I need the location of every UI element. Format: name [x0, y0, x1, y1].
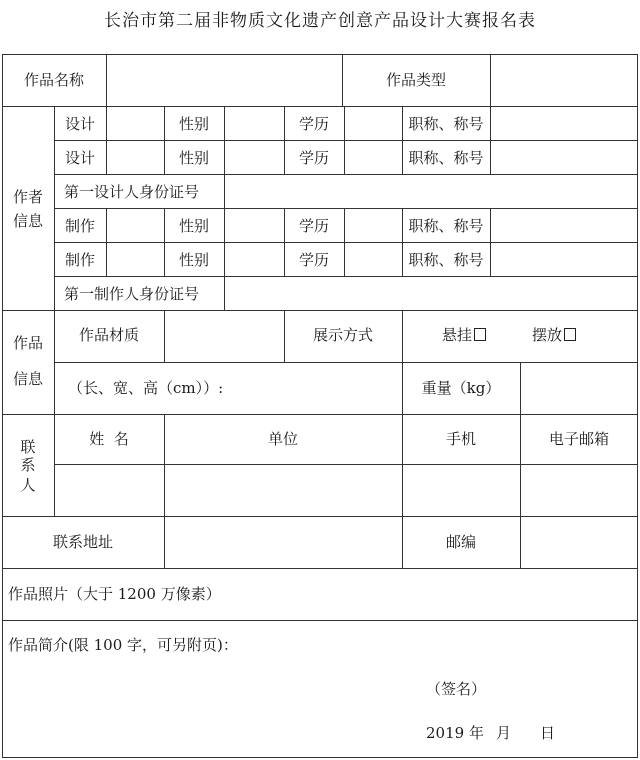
work-type-field[interactable]	[491, 55, 637, 106]
designer-id-label: 第一设计人身份证号	[64, 183, 200, 201]
signature-label: （签名）	[426, 680, 487, 698]
maker-label: 制作	[64, 251, 95, 269]
title-label: 职称、称号	[408, 115, 484, 133]
contact-email-label: 电子邮箱	[548, 430, 609, 448]
photo-upload[interactable]	[262, 569, 637, 620]
author-group-label: 作者	[12, 188, 43, 206]
designer-label: 设计	[64, 149, 95, 167]
designer-id-field[interactable]	[225, 175, 637, 208]
display-method-label: 展示方式	[312, 326, 373, 344]
work-type-label: 作品类型	[385, 71, 446, 89]
contact-unit-label: 单位	[267, 430, 298, 448]
gender-label: 性别	[178, 251, 209, 269]
designer-1-title-field[interactable]	[491, 107, 637, 140]
border-left	[2, 54, 3, 758]
education-label: 学历	[298, 149, 329, 167]
maker-1-title-field[interactable]	[491, 209, 637, 242]
material-label: 作品材质	[78, 326, 139, 344]
designer-label: 设计	[64, 115, 95, 133]
maker-1-gender-field[interactable]	[225, 209, 284, 242]
contact-name-label: 姓 名	[89, 430, 129, 448]
contact-group-label: 联	[20, 438, 36, 456]
postcode-label: 邮编	[445, 533, 476, 551]
hang-option[interactable]	[442, 326, 486, 344]
material-field[interactable]	[165, 311, 284, 362]
place-option[interactable]	[532, 326, 576, 344]
intro-field[interactable]	[3, 658, 637, 678]
contact-group-label-3: 人	[20, 476, 36, 494]
postcode-field[interactable]	[521, 517, 637, 568]
maker-1-education-field[interactable]	[345, 209, 402, 242]
maker-2-name-field[interactable]	[107, 243, 164, 276]
author-group-label-2: 信息	[12, 212, 43, 230]
designer-1-education-field[interactable]	[345, 107, 402, 140]
work-name-label: 作品名称	[23, 71, 84, 89]
intro-label: 作品简介(限 100 字，可另附页)：	[8, 636, 238, 654]
gender-label: 性别	[178, 115, 209, 133]
education-label: 学历	[298, 115, 329, 133]
contact-group-label-2: 系	[20, 456, 36, 474]
education-label: 学历	[298, 217, 329, 235]
contact-unit-field[interactable]	[165, 465, 402, 516]
work-name-field[interactable]	[107, 55, 342, 106]
size-field[interactable]	[302, 363, 402, 414]
contact-name-field[interactable]	[55, 465, 164, 516]
size-label: （长、宽、高（cm））:	[68, 379, 224, 397]
maker-id-field[interactable]	[225, 277, 637, 310]
work-group-label: 作品	[12, 334, 43, 352]
work-group-label-2: 信息	[12, 370, 43, 388]
place-checkbox[interactable]	[564, 328, 576, 341]
weight-field[interactable]	[521, 363, 637, 414]
address-label: 联系地址	[52, 533, 113, 551]
contact-phone-label: 手机	[445, 430, 476, 448]
border-bottom	[2, 757, 638, 758]
title-label: 职称、称号	[408, 251, 484, 269]
maker-2-education-field[interactable]	[345, 243, 402, 276]
place-label: 摆放	[532, 326, 563, 344]
hang-checkbox[interactable]	[474, 328, 486, 341]
date-day: 日	[540, 724, 556, 742]
gender-label: 性别	[178, 217, 209, 235]
maker-label: 制作	[64, 217, 95, 235]
address-field[interactable]	[165, 517, 402, 568]
contact-email-field[interactable]	[521, 465, 637, 516]
weight-label: 重量（kg）	[421, 379, 501, 397]
designer-2-name-field[interactable]	[107, 141, 164, 174]
registration-form	[2, 54, 638, 758]
gender-label: 性别	[178, 149, 209, 167]
contact-phone-field[interactable]	[403, 465, 520, 516]
education-label: 学历	[298, 251, 329, 269]
maker-2-title-field[interactable]	[491, 243, 637, 276]
date-year: 2019 年	[426, 724, 484, 742]
border-right	[637, 54, 638, 758]
title-label: 职称、称号	[408, 217, 484, 235]
title-label: 职称、称号	[408, 149, 484, 167]
maker-1-name-field[interactable]	[107, 209, 164, 242]
designer-2-gender-field[interactable]	[225, 141, 284, 174]
photo-label: 作品照片（大于 1200 万像素）	[8, 585, 221, 603]
designer-2-education-field[interactable]	[345, 141, 402, 174]
form-title: 长治市第二届非物质文化遗产创意产品设计大赛报名表	[104, 11, 536, 31]
designer-1-gender-field[interactable]	[225, 107, 284, 140]
designer-2-title-field[interactable]	[491, 141, 637, 174]
hang-label: 悬挂	[442, 326, 473, 344]
maker-id-label: 第一制作人身份证号	[64, 285, 200, 303]
maker-2-gender-field[interactable]	[225, 243, 284, 276]
date-month: 月	[496, 724, 512, 742]
designer-1-name-field[interactable]	[107, 107, 164, 140]
